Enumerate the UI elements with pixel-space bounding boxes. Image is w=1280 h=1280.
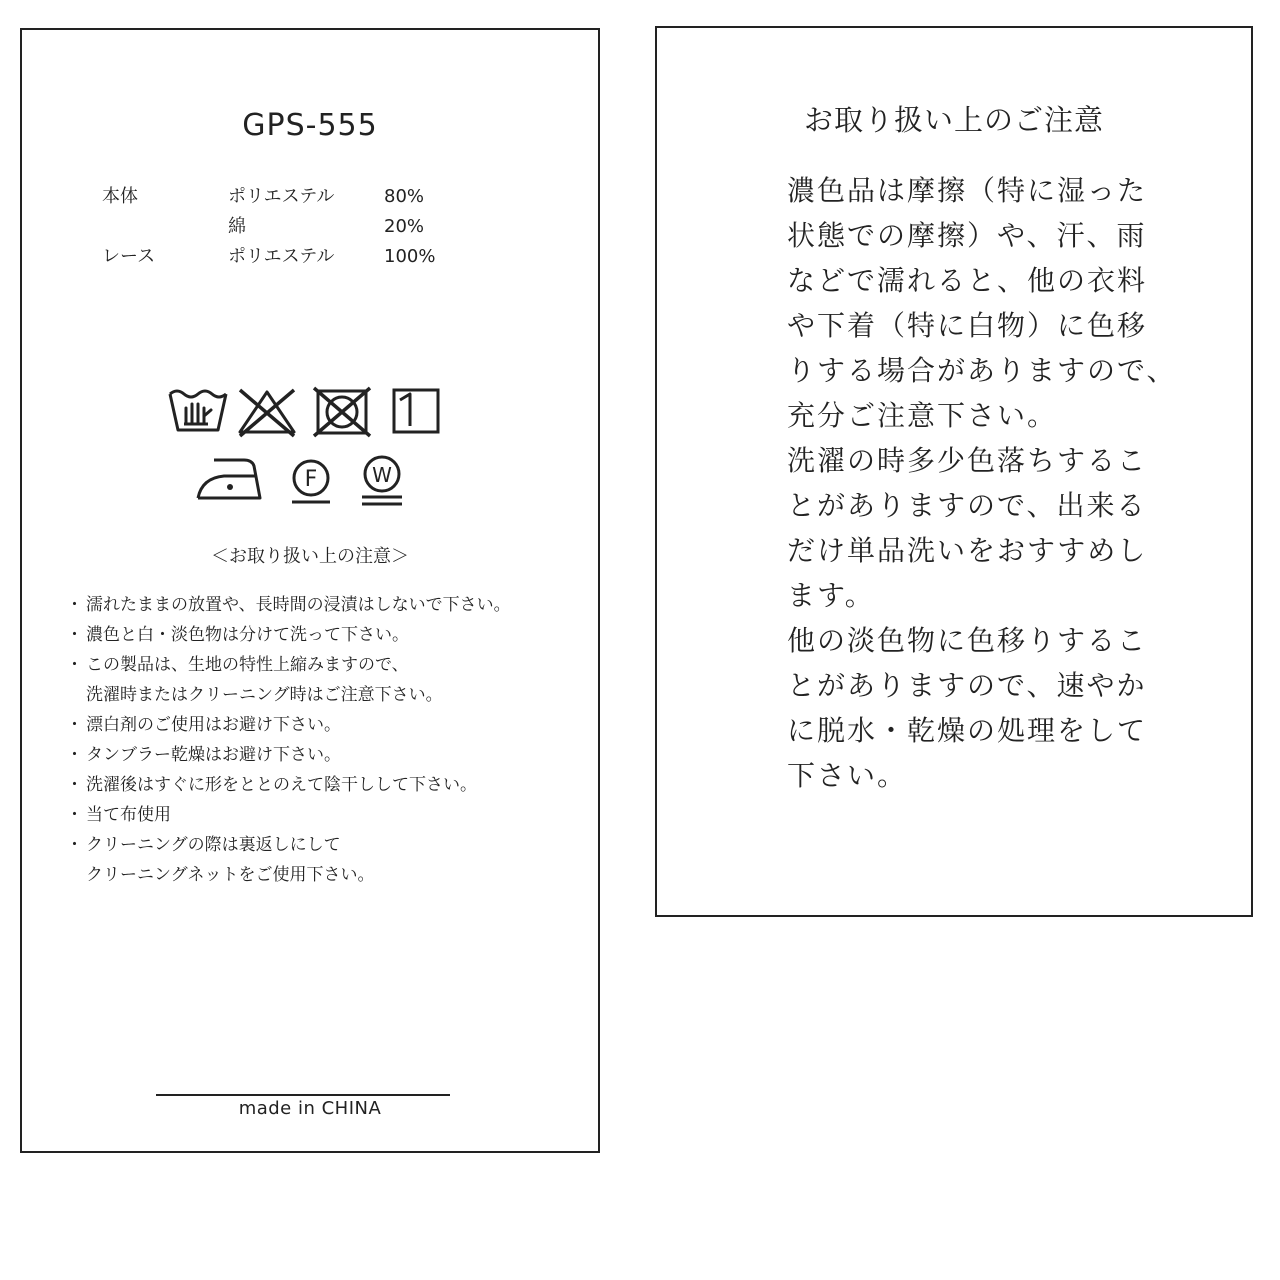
divider bbox=[156, 1094, 450, 1096]
caution-item: ・ 濡れたままの放置や、長時間の浸漬はしないで下さい。 bbox=[68, 590, 511, 620]
caution-item: ・ クリーニングの際は裏返しにして クリーニングネットをご使用下さい。 bbox=[68, 830, 511, 890]
note-line: 充分ご注意下さい。 bbox=[787, 399, 1058, 432]
iron-low-icon bbox=[194, 454, 264, 504]
note-line: 状態での摩擦）や、汗、雨 bbox=[787, 219, 1147, 252]
note-title: お取り扱い上のご注意 bbox=[803, 103, 1104, 137]
caution-item: ・ 洗濯後はすぐに形をととのえて陰干しして下さい。 bbox=[68, 770, 511, 800]
no-bleach-icon bbox=[236, 386, 298, 438]
composition-material: ポリエステル bbox=[228, 246, 335, 267]
note-line: 濃色品は摩擦（特に湿った bbox=[787, 174, 1148, 207]
note-line: や下着（特に白物）に色移 bbox=[787, 309, 1148, 342]
note-line: りする場合がありますので、 bbox=[787, 354, 1177, 387]
no-tumble-dry-icon bbox=[312, 386, 372, 438]
composition-part: 本体 bbox=[102, 186, 138, 207]
caution-item: ・ 漂白剤のご使用はお避け下さい。 bbox=[68, 710, 511, 740]
composition-percent: 20% bbox=[384, 216, 425, 237]
drip-dry-icon bbox=[390, 386, 442, 436]
composition-row bbox=[102, 182, 444, 212]
note-line: などで濡れると、他の衣料 bbox=[787, 264, 1148, 297]
note-line: に脱水・乾燥の処理をして bbox=[787, 714, 1148, 747]
note-line: とがありますので、出来る bbox=[787, 489, 1147, 522]
note-line: ます。 bbox=[787, 579, 875, 612]
note-line: 洗濯の時多少色落ちするこ bbox=[787, 444, 1148, 477]
wet-clean-w-icon bbox=[356, 454, 408, 510]
svg-text:F: F bbox=[304, 467, 318, 492]
handling-note bbox=[655, 26, 1253, 917]
composition-material: 綿 bbox=[228, 216, 246, 237]
note-line: 他の淡色物に色移りするこ bbox=[787, 624, 1148, 657]
caution-title: ＜お取り扱い上の注意＞ bbox=[211, 546, 409, 567]
composition-row bbox=[102, 212, 444, 242]
svg-text:W: W bbox=[372, 463, 392, 487]
composition-material: ポリエステル bbox=[228, 186, 335, 207]
composition-row bbox=[102, 242, 444, 272]
dry-clean-f-icon bbox=[286, 456, 336, 506]
note-line: だけ単品洗いをおすすめし bbox=[787, 534, 1148, 567]
note-body bbox=[787, 168, 1187, 798]
hand-wash-icon bbox=[166, 386, 230, 436]
product-code: GPS-555 bbox=[242, 108, 378, 143]
caution-list bbox=[68, 590, 511, 890]
composition-table bbox=[102, 182, 444, 272]
composition-part: レース bbox=[102, 246, 156, 267]
origin-text: made in CHINA bbox=[238, 1098, 382, 1119]
note-line: とがありますので、速やか bbox=[787, 669, 1147, 702]
composition-percent: 100% bbox=[384, 246, 436, 267]
care-label bbox=[20, 28, 600, 1153]
note-line: 下さい。 bbox=[787, 759, 908, 792]
composition-percent: 80% bbox=[384, 186, 425, 207]
caution-item: ・ タンブラー乾燥はお避け下さい。 bbox=[68, 740, 511, 770]
caution-item: ・ 当て布使用 bbox=[68, 800, 511, 830]
caution-item: ・ 濃色と白・淡色物は分けて洗って下さい。 bbox=[68, 620, 511, 650]
caution-item: ・ この製品は、生地の特性上縮みますので、 洗濯時またはクリーニング時はご注意下さい。 bbox=[68, 650, 511, 710]
